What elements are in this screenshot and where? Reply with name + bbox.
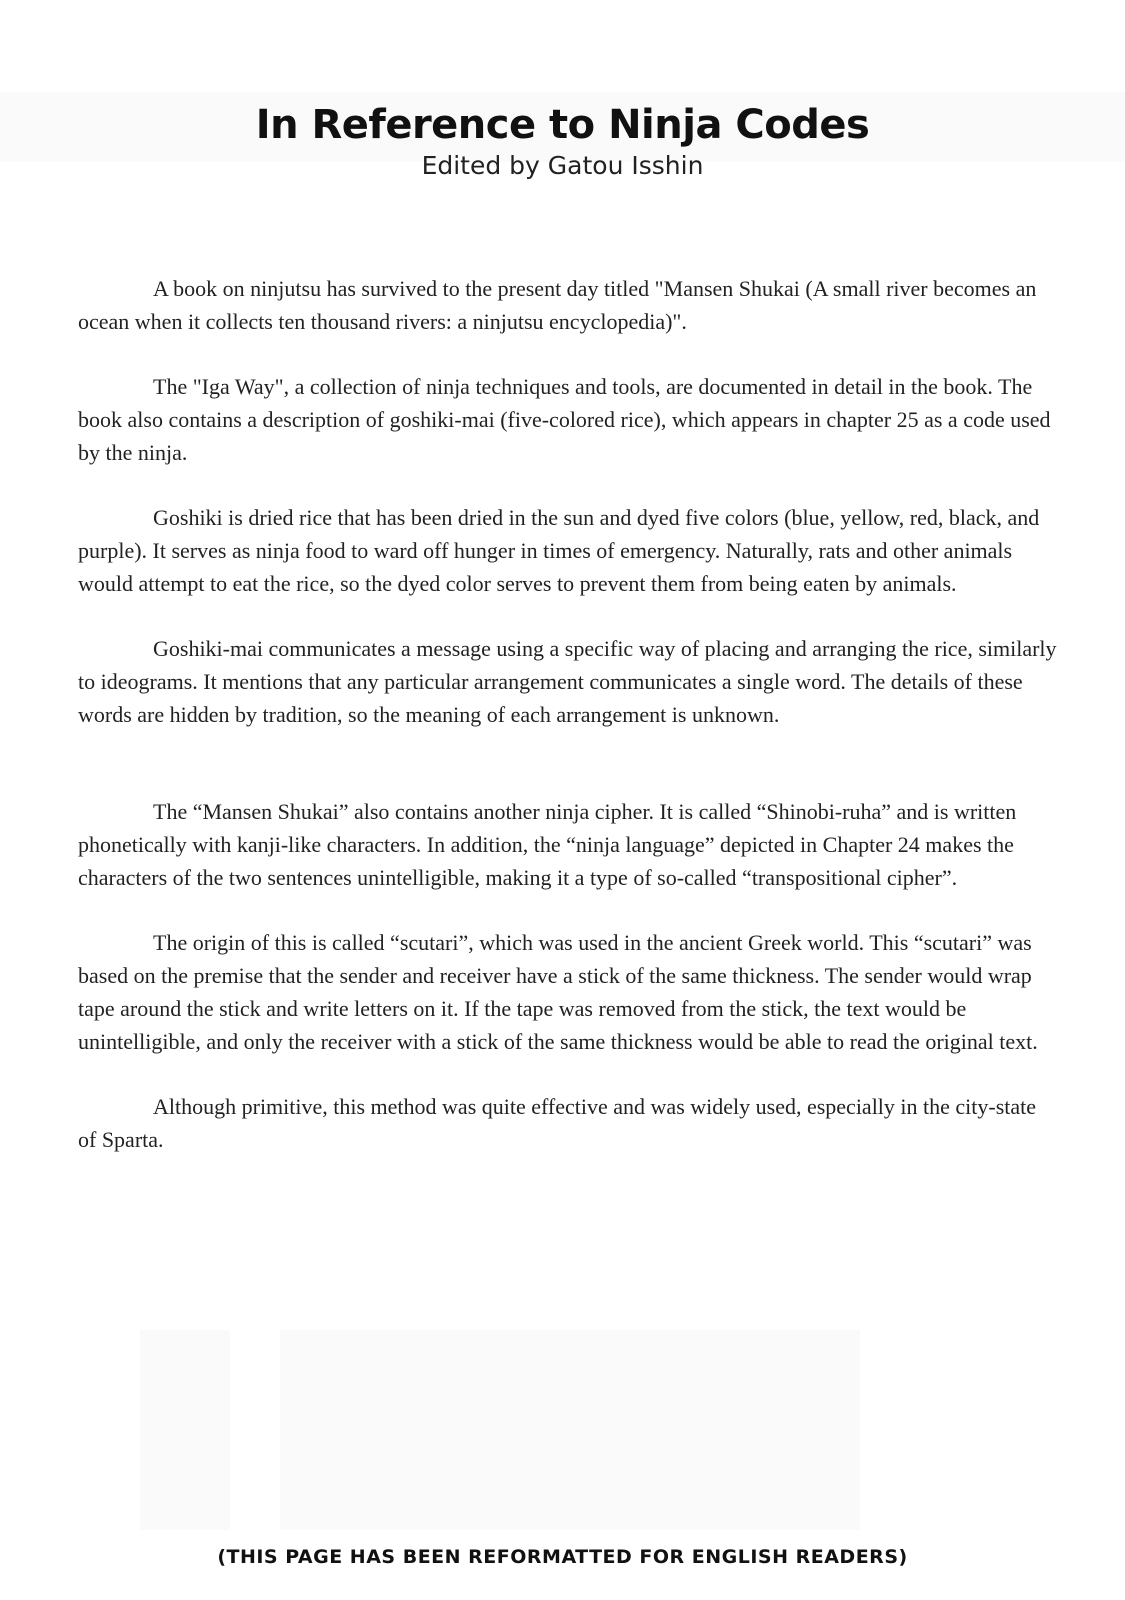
paragraph: Although primitive, this method was quite effective and was widely used, especially in the city-state of Sparta.	[78, 1094, 1037, 1152]
page-subtitle: Edited by Gatou Isshin	[421, 151, 704, 180]
paragraph: The “Mansen Shukai” also contains another ninja cipher. It is called “Shinobi-ruha” and is written phonetically with kanji-like characters. In addition, the “ninja language” depicted in Chapter 24 makes the characters of the two sentences unintelligible, making it a type of so-called “transpositional cipher”.	[78, 799, 1017, 890]
footer-note: (THIS PAGE HAS BEEN REFORMATTED FOR ENGLISH READERS)	[217, 1546, 908, 1568]
paragraph: The "Iga Way", a collection of ninja techniques and tools, are documented in detail in the book. The book also contains a description of goshiki-mai (five-colored rice), which appears in chapter 25 as a code used by the ninja.	[78, 374, 1051, 465]
paragraph: The origin of this is called “scutari”, which was used in the ancient Greek world. This “scutari” was based on the premise that the sender and receiver have a stick of the same thickness. The sender would wrap tape around the stick and write letters on it. If the tape was removed from the stick, the text would be unintelligible, and only the receiver with a stick of the same thickness would be able to read the original text.	[78, 930, 1038, 1054]
article-body	[78, 272, 1058, 1188]
scan-artifact-block	[140, 1330, 230, 1530]
paragraph: Goshiki is dried rice that has been dried in the sun and dyed five colors (blue, yellow, red, black, and purple). It serves as ninja food to ward off hunger in times of emergency. Naturally, rats and other animals would attempt to eat the rice, so the dyed color serves to prevent them from being eaten by animals.	[78, 505, 1040, 596]
paragraph: Goshiki-mai communicates a message using a specific way of placing and arranging the rice, similarly to ideograms. It mentions that any particular arrangement communicates a single word. The details of these words are hidden by tradition, so the meaning of each arrangement is unknown.	[78, 636, 1057, 727]
scan-artifact-block	[280, 1330, 860, 1530]
page-title: In Reference to Ninja Codes	[255, 102, 870, 148]
paragraph: A book on ninjutsu has survived to the present day titled "Mansen Shukai (A small river becomes an ocean when it collects ten thousand rivers: a ninjutsu encyclopedia)".	[78, 276, 1037, 334]
page-header	[0, 100, 1125, 182]
